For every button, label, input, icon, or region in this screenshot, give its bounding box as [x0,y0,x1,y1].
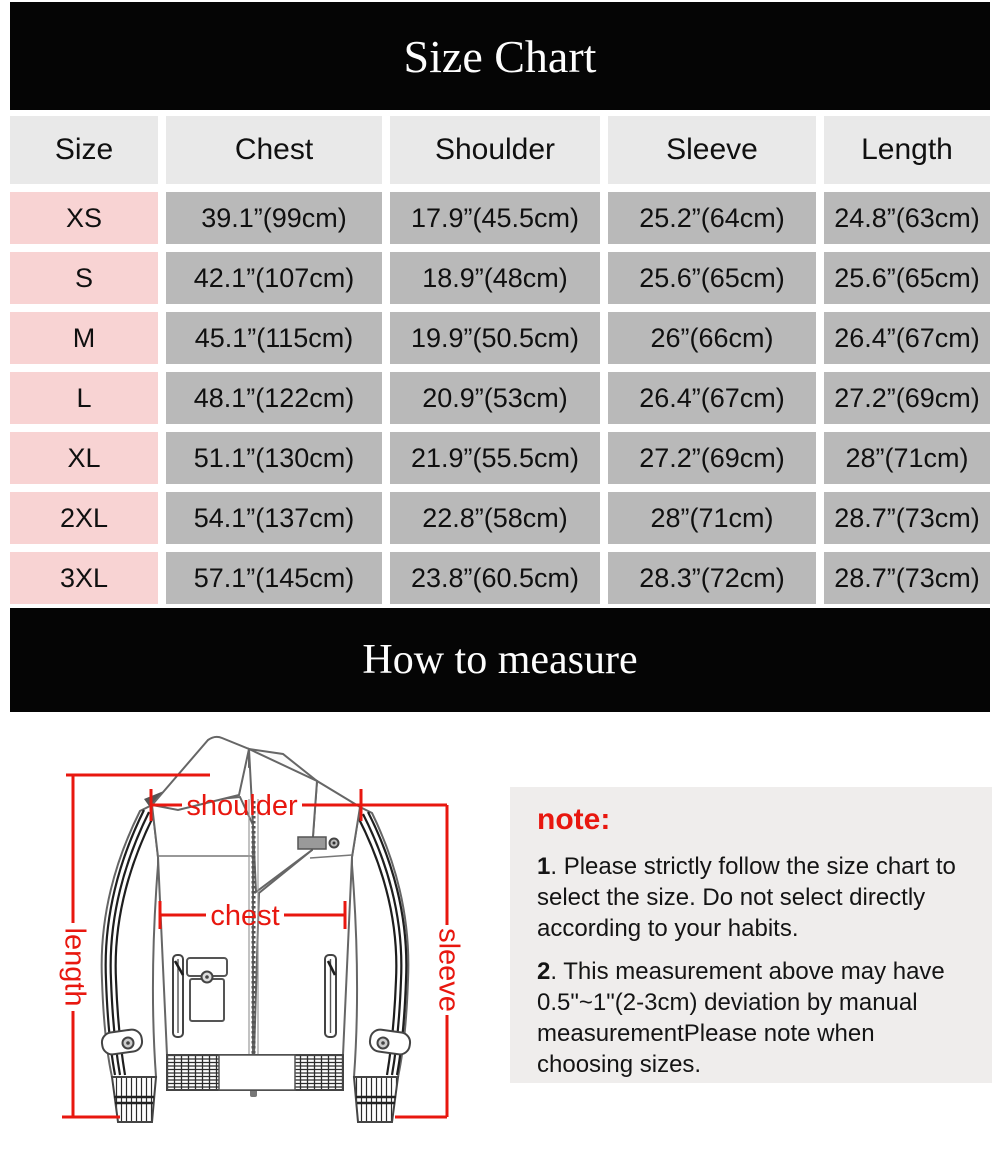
chest-label: chest [210,900,280,932]
chest-value: 45.1”(115cm) [166,312,382,364]
chest-value: 39.1”(99cm) [166,192,382,244]
flap-pocket-pouch [190,979,224,1021]
col-header-chest: Chest [166,116,382,184]
shoulder-value: 17.9”(45.5cm) [390,192,600,244]
sleeve-label: sleeve [432,928,465,1012]
shoulder-label: shoulder [186,790,298,822]
size-label: 2XL [10,492,158,544]
note-item-number: 1 [537,853,551,880]
size-label: 3XL [10,552,158,604]
chest-value: 48.1”(122cm) [166,372,382,424]
size-label: XL [10,432,158,484]
length-value: 25.6”(65cm) [824,252,990,304]
length-label: length [58,927,91,1007]
chest-value: 42.1”(107cm) [166,252,382,304]
size-label: XS [10,192,158,244]
col-header-sleeve: Sleeve [608,116,816,184]
chest-value: 57.1”(145cm) [166,552,382,604]
note-panel [510,787,992,1083]
length-value: 28.7”(73cm) [824,492,990,544]
chest-welt [298,837,326,849]
note-item-text: . Please strictly follow the size chart to select the size. Do not select directly according to your habits. [537,853,956,942]
length-value: 26.4”(67cm) [824,312,990,364]
sleeve-value: 28.3”(72cm) [608,552,816,604]
length-value: 24.8”(63cm) [824,192,990,244]
note-item-1 [537,851,977,944]
col-header-length: Length [824,116,990,184]
size-label: L [10,372,158,424]
col-header-shoulder: Shoulder [390,116,600,184]
note-item-text: . This measurement above may have 0.5"~1"(2-3cm) deviation by manual measurementPlease note when choosing sizes. [537,958,945,1078]
note-title: note: [537,803,611,836]
sleeve-value: 26”(66cm) [608,312,816,364]
shoulder-value: 23.8”(60.5cm) [390,552,600,604]
length-value: 28.7”(73cm) [824,552,990,604]
shoulder-value: 18.9”(48cm) [390,252,600,304]
shoulder-value: 21.9”(55.5cm) [390,432,600,484]
col-header-size: Size [10,116,158,184]
shoulder-value: 22.8”(58cm) [390,492,600,544]
how-to-measure-banner: How to measure [10,608,990,712]
size-label: S [10,252,158,304]
size-label: M [10,312,158,364]
sleeve-value: 28”(71cm) [608,492,816,544]
jacket-measure-diagram [40,725,500,1135]
note-item-2 [537,956,977,1080]
sleeve-value: 25.2”(64cm) [608,192,816,244]
sleeve-value: 26.4”(67cm) [608,372,816,424]
size-chart-banner: Size Chart [10,2,990,110]
size-table [10,116,990,604]
jacket-drawing [40,725,500,1135]
sleeve-value: 25.6”(65cm) [608,252,816,304]
shoulder-value: 19.9”(50.5cm) [390,312,600,364]
length-value: 27.2”(69cm) [824,372,990,424]
chest-value: 54.1”(137cm) [166,492,382,544]
note-item-number: 2 [537,958,551,985]
chest-value: 51.1”(130cm) [166,432,382,484]
length-value: 28”(71cm) [824,432,990,484]
shoulder-value: 20.9”(53cm) [390,372,600,424]
sleeve-value: 27.2”(69cm) [608,432,816,484]
